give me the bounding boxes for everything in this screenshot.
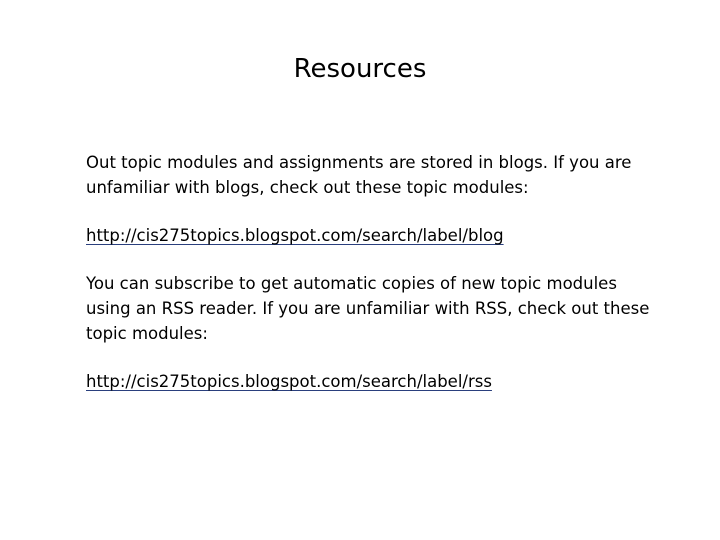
slide-title: Resources [293,54,427,84]
slide-body [86,150,666,417]
rss-paragraph: You can subscribe to get automatic copies of new topic modules using an RSS reader. If you are unfamiliar with RSS, check out these topic modules: [86,274,650,343]
blog-topics-link[interactable]: http://cis275topics.blogspot.com/search/label/blog [86,226,504,245]
rss-topics-link[interactable]: http://cis275topics.blogspot.com/search/label/rss [86,372,492,391]
blogs-paragraph: Out topic modules and assignments are stored in blogs. If you are unfamiliar with blogs, check out these topic modules: [86,153,632,197]
